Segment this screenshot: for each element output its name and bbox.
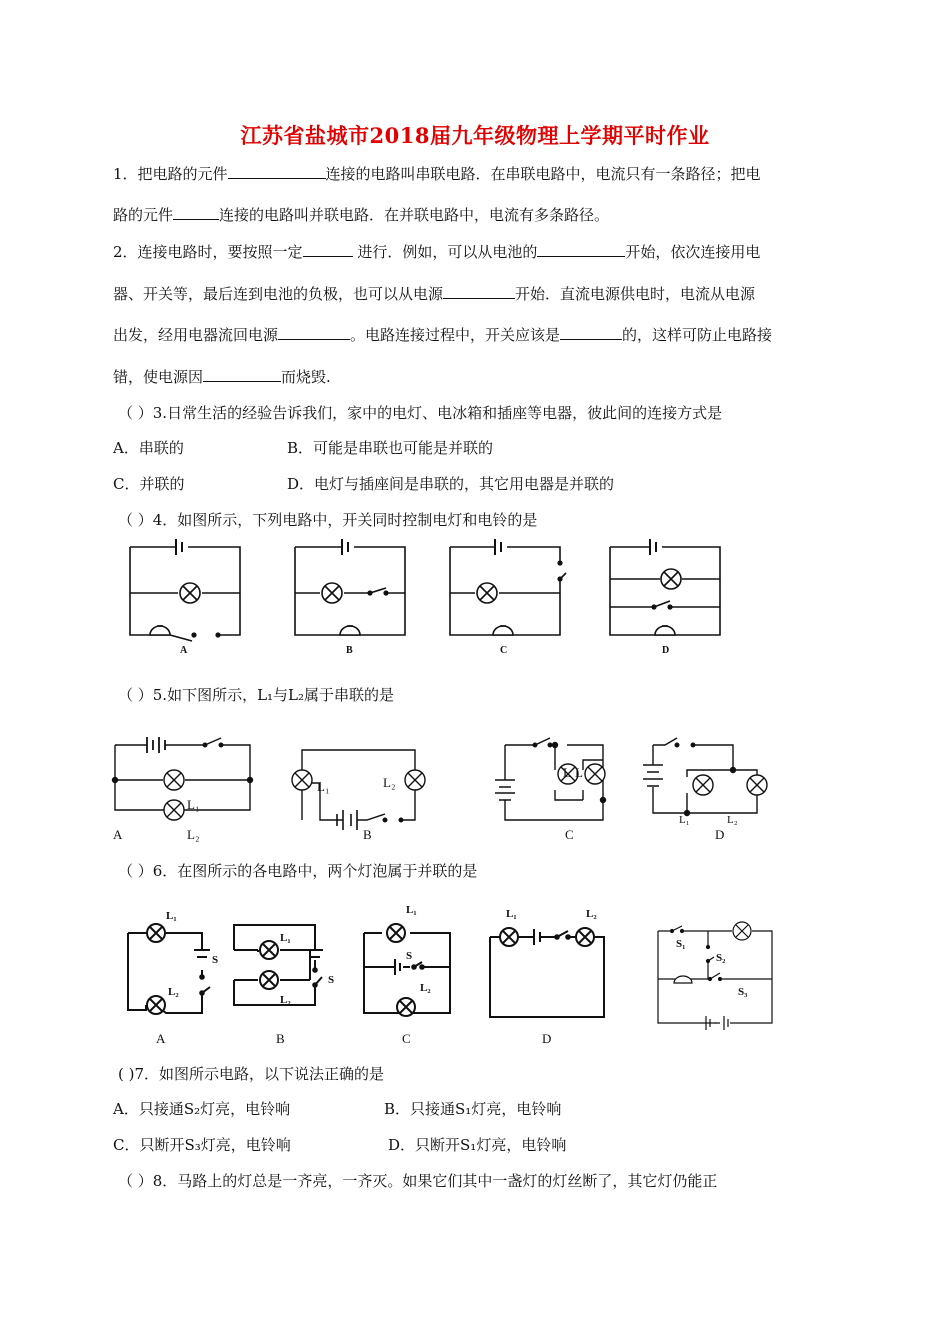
q6-a-l1: L₁	[166, 910, 177, 922]
q6-b-s: S	[328, 974, 335, 986]
q7-option-b[interactable]: B．只接通S₁灯亮，电铃响	[384, 1100, 562, 1118]
q6-stem: （ ）6．在图所示的各电路中，两个灯泡属于并联的是	[118, 862, 478, 880]
q4-circuit-c	[450, 539, 566, 635]
q6-a-l2: L₂	[168, 986, 179, 998]
q4-stem: （ ）4．如图所示，下列电路中，开关同时控制电灯和电铃的是	[118, 511, 538, 529]
q5-label-c: C	[565, 827, 574, 842]
q6-b-l1: L₁	[280, 932, 291, 944]
q4-label-d: D	[662, 645, 670, 656]
q6-label-c: C	[402, 1031, 411, 1046]
q4-label-b: B	[346, 645, 353, 656]
q7-s1: S₁	[676, 938, 686, 950]
q7-s3: S₃	[738, 986, 748, 998]
q6-c-l1: L₁	[406, 904, 417, 916]
answer-blank[interactable]	[443, 284, 515, 299]
q6-label-b: B	[276, 1031, 285, 1046]
q4-label-a: A	[180, 645, 188, 656]
q6-d-l2: L₂	[586, 908, 597, 920]
q2-line1: 2．连接电路时，要按照一定 进行．例如，可以从电池的 开始，依次连接用电	[113, 243, 761, 261]
q6-label-a: A	[156, 1031, 166, 1046]
q7-option-d[interactable]: D．只断开S₁灯亮，电铃响	[388, 1136, 567, 1154]
q3-stem: （ ）3.日常生活的经验告诉我们，家中的电灯、电冰箱和插座等电器，彼此间的连接方式是	[118, 404, 723, 422]
q5-a-l2: L₂	[187, 827, 200, 842]
q7-s2: S₂	[716, 952, 726, 964]
q6-circuit-b	[234, 925, 323, 1005]
q5-stem: （ ）5.如下图所示，L₁与L₂属于串联的是	[118, 686, 395, 704]
q6-circuit-d	[490, 928, 604, 1017]
q5-c-l2: L	[575, 765, 583, 780]
q5-a-l1: L₁	[187, 797, 200, 812]
q7-stem: ( )7．如图所示电路，以下说法正确的是	[118, 1065, 385, 1083]
q2-line4: 错，使电源因 而烧毁.	[113, 368, 331, 386]
q5-d-l2: L₂	[727, 814, 738, 826]
q4-label-c: C	[500, 645, 508, 656]
q5-circuit-c	[495, 738, 606, 820]
q6-circuit-figure	[110, 895, 790, 1055]
page-title: 江苏省盐城市2018届九年级物理上学期平时作业	[240, 123, 710, 148]
q4-circuit-d	[610, 539, 720, 635]
answer-blank[interactable]	[560, 325, 622, 340]
answer-blank[interactable]	[303, 242, 353, 257]
q3-option-c[interactable]: C．并联的	[113, 475, 185, 493]
q5-label-b: B	[363, 827, 372, 842]
q5-circuit-figure	[105, 725, 785, 845]
q5-label-a: A	[113, 827, 123, 842]
q6-a-s: S	[212, 954, 219, 966]
q5-circuit-b	[292, 750, 425, 830]
q7-option-c[interactable]: C．只断开S₃灯亮，电铃响	[113, 1136, 291, 1154]
q8-stem: （ ）8．马路上的灯总是一齐亮，一齐灭。如果它们其中一盏灯的灯丝断了，其它灯仍能正	[118, 1172, 718, 1190]
q6-circuit-a	[128, 924, 210, 1014]
q6-c-l2: L₂	[420, 982, 431, 994]
q2-line3: 出发，经用电器流回电源 。电路连接过程中，开关应该是 的，这样可防止电路接	[113, 326, 773, 344]
q5-d-l1: L₁	[679, 814, 690, 826]
q4-circuit-b	[295, 539, 405, 635]
q6-c-s: S	[406, 950, 413, 962]
q5-b-l1: L₁	[317, 779, 330, 794]
q5-circuit-d	[643, 738, 767, 816]
q4-circuit-figure	[110, 535, 730, 665]
q2-line2: 器、开关等，最后连到电池的负极，也可以从电源 开始．直流电源供电时，电流从电源	[113, 285, 756, 303]
q4-circuit-a	[130, 539, 240, 641]
q5-circuit-a	[113, 737, 253, 820]
answer-blank[interactable]	[537, 242, 625, 257]
q6-label-d: D	[542, 1031, 552, 1046]
q7-option-a[interactable]: A．只接通S₂灯亮，电铃响	[113, 1100, 291, 1118]
answer-blank[interactable]	[203, 367, 281, 382]
q6-circuit-c	[364, 924, 450, 1016]
q3-option-d[interactable]: D．电灯与插座间是串联的，其它用电器是并联的	[287, 475, 615, 493]
q5-b-l2: L₂	[383, 775, 396, 790]
q5-c-l1: L	[563, 765, 571, 780]
q1-line1: 1．把电路的元件 连接的电路叫串联电路．在串联电路中，电流只有一条路径；把电	[113, 165, 761, 183]
q3-option-b[interactable]: B．可能是串联也可能是并联的	[287, 439, 494, 457]
q1-line2: 路的元件 连接的电路叫并联电路．在并联电路中，电流有多条路径。	[113, 206, 610, 224]
q5-label-d: D	[715, 827, 725, 842]
q6-b-l2: L₂	[280, 994, 291, 1006]
q3-option-a[interactable]: A．串联的	[113, 439, 184, 457]
answer-blank[interactable]	[278, 325, 350, 340]
q6-d-l1: L₁	[506, 908, 517, 920]
answer-blank[interactable]	[173, 205, 219, 220]
answer-blank[interactable]	[228, 164, 326, 179]
